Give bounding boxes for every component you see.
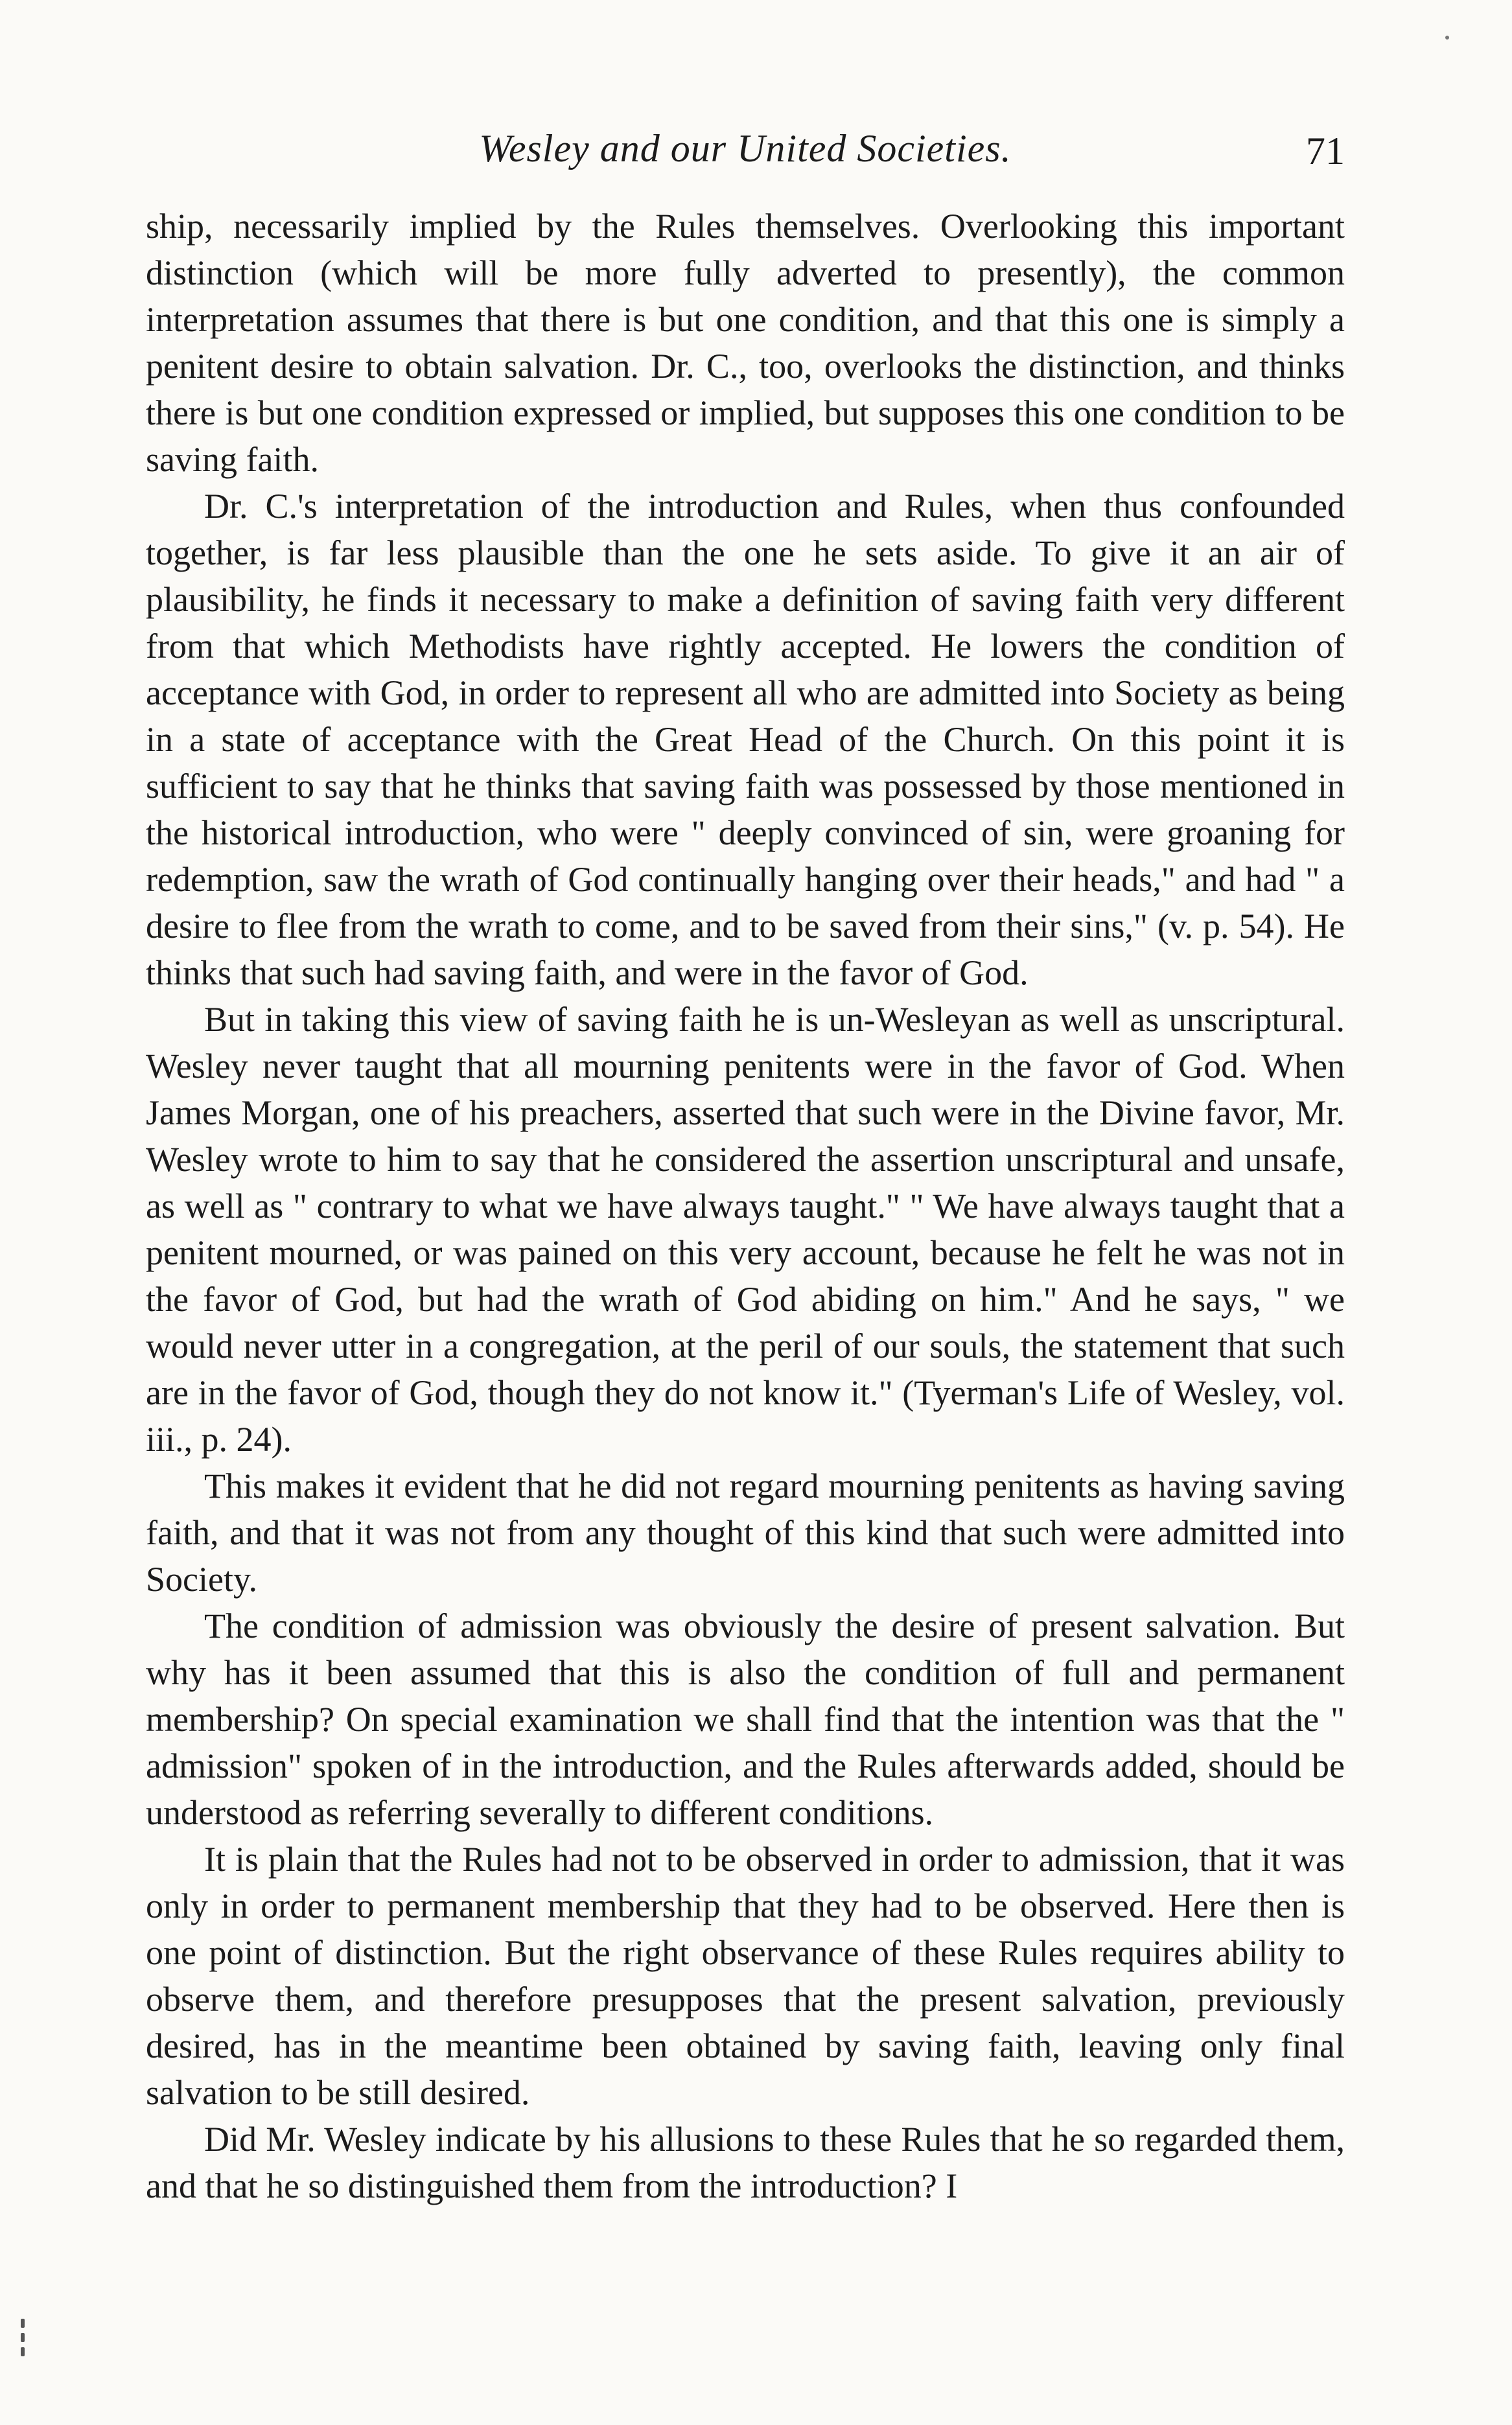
- paragraph-6: It is plain that the Rules had not to be observed in order to admission, that it was only in order to permanent membership that they had to be observed. Here then is one point of distinction. But the right observance of these Rules requires ability to observe them, and therefore presupposes that the present salvation, previously desired, has in the meantime been obtained by saving faith, leaving only final salvation to be still desired.: [146, 1840, 1345, 2112]
- margin-specks: [18, 2314, 27, 2391]
- running-head: [146, 126, 1345, 185]
- paragraph-7: Did Mr. Wesley indicate by his allusions to these Rules that he so regarded them, and that he so distinguished them from the introduction? I: [146, 2120, 1345, 2205]
- page-number: 71: [1306, 130, 1345, 172]
- page-speck: [1445, 36, 1449, 40]
- speck: [21, 2333, 25, 2342]
- speck: [21, 2319, 25, 2328]
- book-page: [146, 126, 1345, 2330]
- paragraph-5: The condition of admission was obviously the desire of present salvation. But why has it been assumed that this is also the condition of full and permanent membership? On special examination we shall find that the intention was that the " admission" spoken of in the introduction, and the Rules afterwards added, should be understood as referring severally to different conditions.: [146, 1607, 1345, 1832]
- paragraph-3: But in taking this view of saving faith he is un-Wesleyan as well as unscriptural. Wesley never taught that all mourning penitents were in the favor of God. When James Morgan, one of his preachers, asserted that such were in the Divine favor, Mr. Wesley wrote to him to say that he considered the assertion unscriptural and unsafe, as well as " contrary to what we have always taught." " We have always taught that a penitent mourned, or was pained on this very account, because he felt he was not in the favor of God, but had the wrath of God abiding on him." And he says, " we would never utter in a congregation, at the peril of our souls, the statement that such are in the favor of God, though they do not know it." (Tyerman's Life of Wesley, vol. iii., p. 24).: [146, 1000, 1345, 1459]
- paragraph-2: Dr. C.'s interpretation of the introduction and Rules, when thus confounded together, is far less plausible than the one he sets aside. To give it an air of plausibility, he finds it necessary to make a definition of saving faith very different from that which Methodists have rightly accepted. He lowers the condition of acceptance with God, in order to represent all who are admitted into Society as being in a state of acceptance with the Great Head of the Church. On this point it is sufficient to say that he thinks that saving faith was possessed by those mentioned in the historical introduction, who were " deeply convinced of sin, were groaning for redemption, saw the wrath of God continually hanging over their heads," and had " a desire to flee from the wrath to come, and to be saved from their sins," (v. p. 54). He thinks that such had saving faith, and were in the favor of God.: [146, 487, 1345, 992]
- paragraph-4: This makes it evident that he did not regard mourning penitents as having saving faith, and that it was not from any thought of this kind that such were admitted into Society.: [146, 1467, 1345, 1599]
- speck: [21, 2347, 25, 2356]
- body-text: [146, 203, 1345, 2209]
- running-title: Wesley and our United Societies.: [479, 127, 1012, 170]
- paragraph-1: ship, necessarily implied by the Rules themselves. Overlooking this important distinction (which will be more fully adverted to presently), the common interpretation assumes that there is but one condition, and that this one is simply a penitent desire to obtain salvation. Dr. C., too, overlooks the distinction, and thinks there is but one condition expressed or implied, but supposes this one condition to be saving faith.: [146, 207, 1345, 479]
